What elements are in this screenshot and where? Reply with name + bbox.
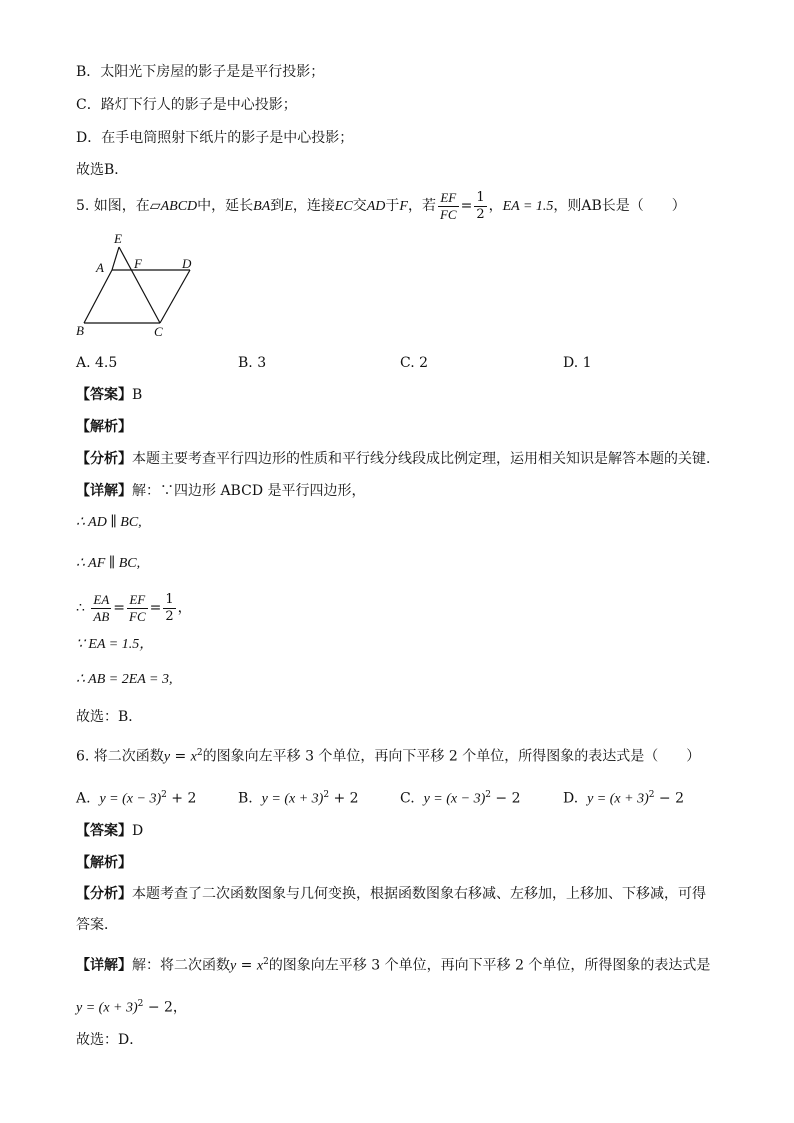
q4-option-b-explanation: B．太阳光下房屋的影子是是平行投影；	[76, 64, 325, 80]
q5-answer: 【答案】B	[76, 387, 143, 403]
figure-label-e: E	[114, 231, 122, 246]
q4-conclusion: 故选B．	[76, 162, 129, 178]
q5-ratio-fraction: $\frac{EF}{FC}$	[439, 189, 457, 222]
figure-label-d: D	[182, 256, 192, 271]
q6-fenxi-line1: 【分析】本题考查了二次函数图象与几何变换，根据函数图象右移减、左移加，上移加、下移减，可得	[76, 886, 706, 902]
q6-result-expression: $y = (x + 3)^2 - 2$，	[76, 999, 187, 1016]
q6-detail-line1: 【详解】解：将二次函数$y = x^2$的图象向左平移 3 个单位，再向下平移 2 个单位，所得图象的表达式是	[76, 957, 711, 974]
q6-stem: 6. 将二次函数$y = x^2$的图象向左平移 3 个单位，再向下平移 2 个单位，所得图象的表达式是（ ）	[76, 748, 701, 765]
q5-step3: ∴ $\frac{EA}{AB}$ = $\frac{EF}{FC}$ = $\frac{1}{2}$ ，	[76, 591, 192, 624]
q5-stem: 5. 如图，在▱ABCD中，延长BA到E，连接EC交AD于F，若 $\frac{EF}{FC}$ = $\frac{1}{2}$ ，EA = 1.5，则AB长是（ ）	[76, 189, 686, 222]
q5-step2: ∴ AF ∥ BC,	[76, 556, 141, 571]
q6-conclusion: 故选：D．	[76, 1032, 144, 1048]
q5-option-b: B. 3	[238, 355, 267, 371]
q5-step1: ∴ AD ∥ BC,	[76, 515, 142, 530]
q5-conclusion: 故选：B．	[76, 709, 143, 725]
q6-option-c: C. $y = (x - 3)^2 - 2$	[400, 790, 521, 807]
q4-option-c-explanation: C．路灯下行人的影子是中心投影；	[76, 97, 297, 113]
q5-step5: ∴ AB = 2EA = 3,	[76, 672, 173, 687]
q5-step3-fraction-half: $\frac{1}{2}$	[165, 591, 174, 624]
q5-option-d: D. 1	[563, 355, 592, 371]
q5-parallelogram-figure	[74, 228, 204, 340]
q6-analysis-heading: 【解析】	[76, 855, 132, 871]
q5-analysis-heading: 【解析】	[76, 419, 132, 435]
figure-label-b: B	[76, 323, 84, 338]
q5-step3-fraction-ef-fc: $\frac{EF}{FC}$	[129, 591, 146, 624]
figure-label-a: A	[96, 260, 104, 275]
q5-step4: ∵ EA = 1.5，	[76, 637, 154, 652]
q5-fenxi: 【分析】本题主要考查平行四边形的性质和平行线分线段成比例定理，运用相关知识是解答本题的关键．	[76, 451, 720, 467]
q5-option-a: A. 4.5	[76, 355, 118, 371]
q6-option-b: B. $y = (x + 3)^2 + 2$	[238, 790, 359, 807]
q5-detail-line1: 【详解】解：∵四边形 ABCD 是平行四边形，	[76, 483, 366, 499]
q6-option-d: D. $y = (x + 3)^2 - 2$	[563, 790, 685, 807]
q5-option-c: C. 2	[400, 355, 429, 371]
figure-label-f: F	[134, 256, 142, 271]
q4-option-d-explanation: D．在手电筒照射下纸片的影子是中心投影；	[76, 130, 354, 146]
q6-option-a: A. $y = (x - 3)^2 + 2$	[76, 790, 197, 807]
q5-step3-fraction-ea-ab: $\frac{EA}{AB}$	[93, 591, 110, 624]
figure-label-c: C	[154, 324, 163, 339]
q5-half-fraction: $\frac{1}{2}$	[476, 189, 485, 222]
q6-fenxi-line2: 答案．	[76, 917, 118, 933]
q6-answer: 【答案】D	[76, 823, 144, 839]
